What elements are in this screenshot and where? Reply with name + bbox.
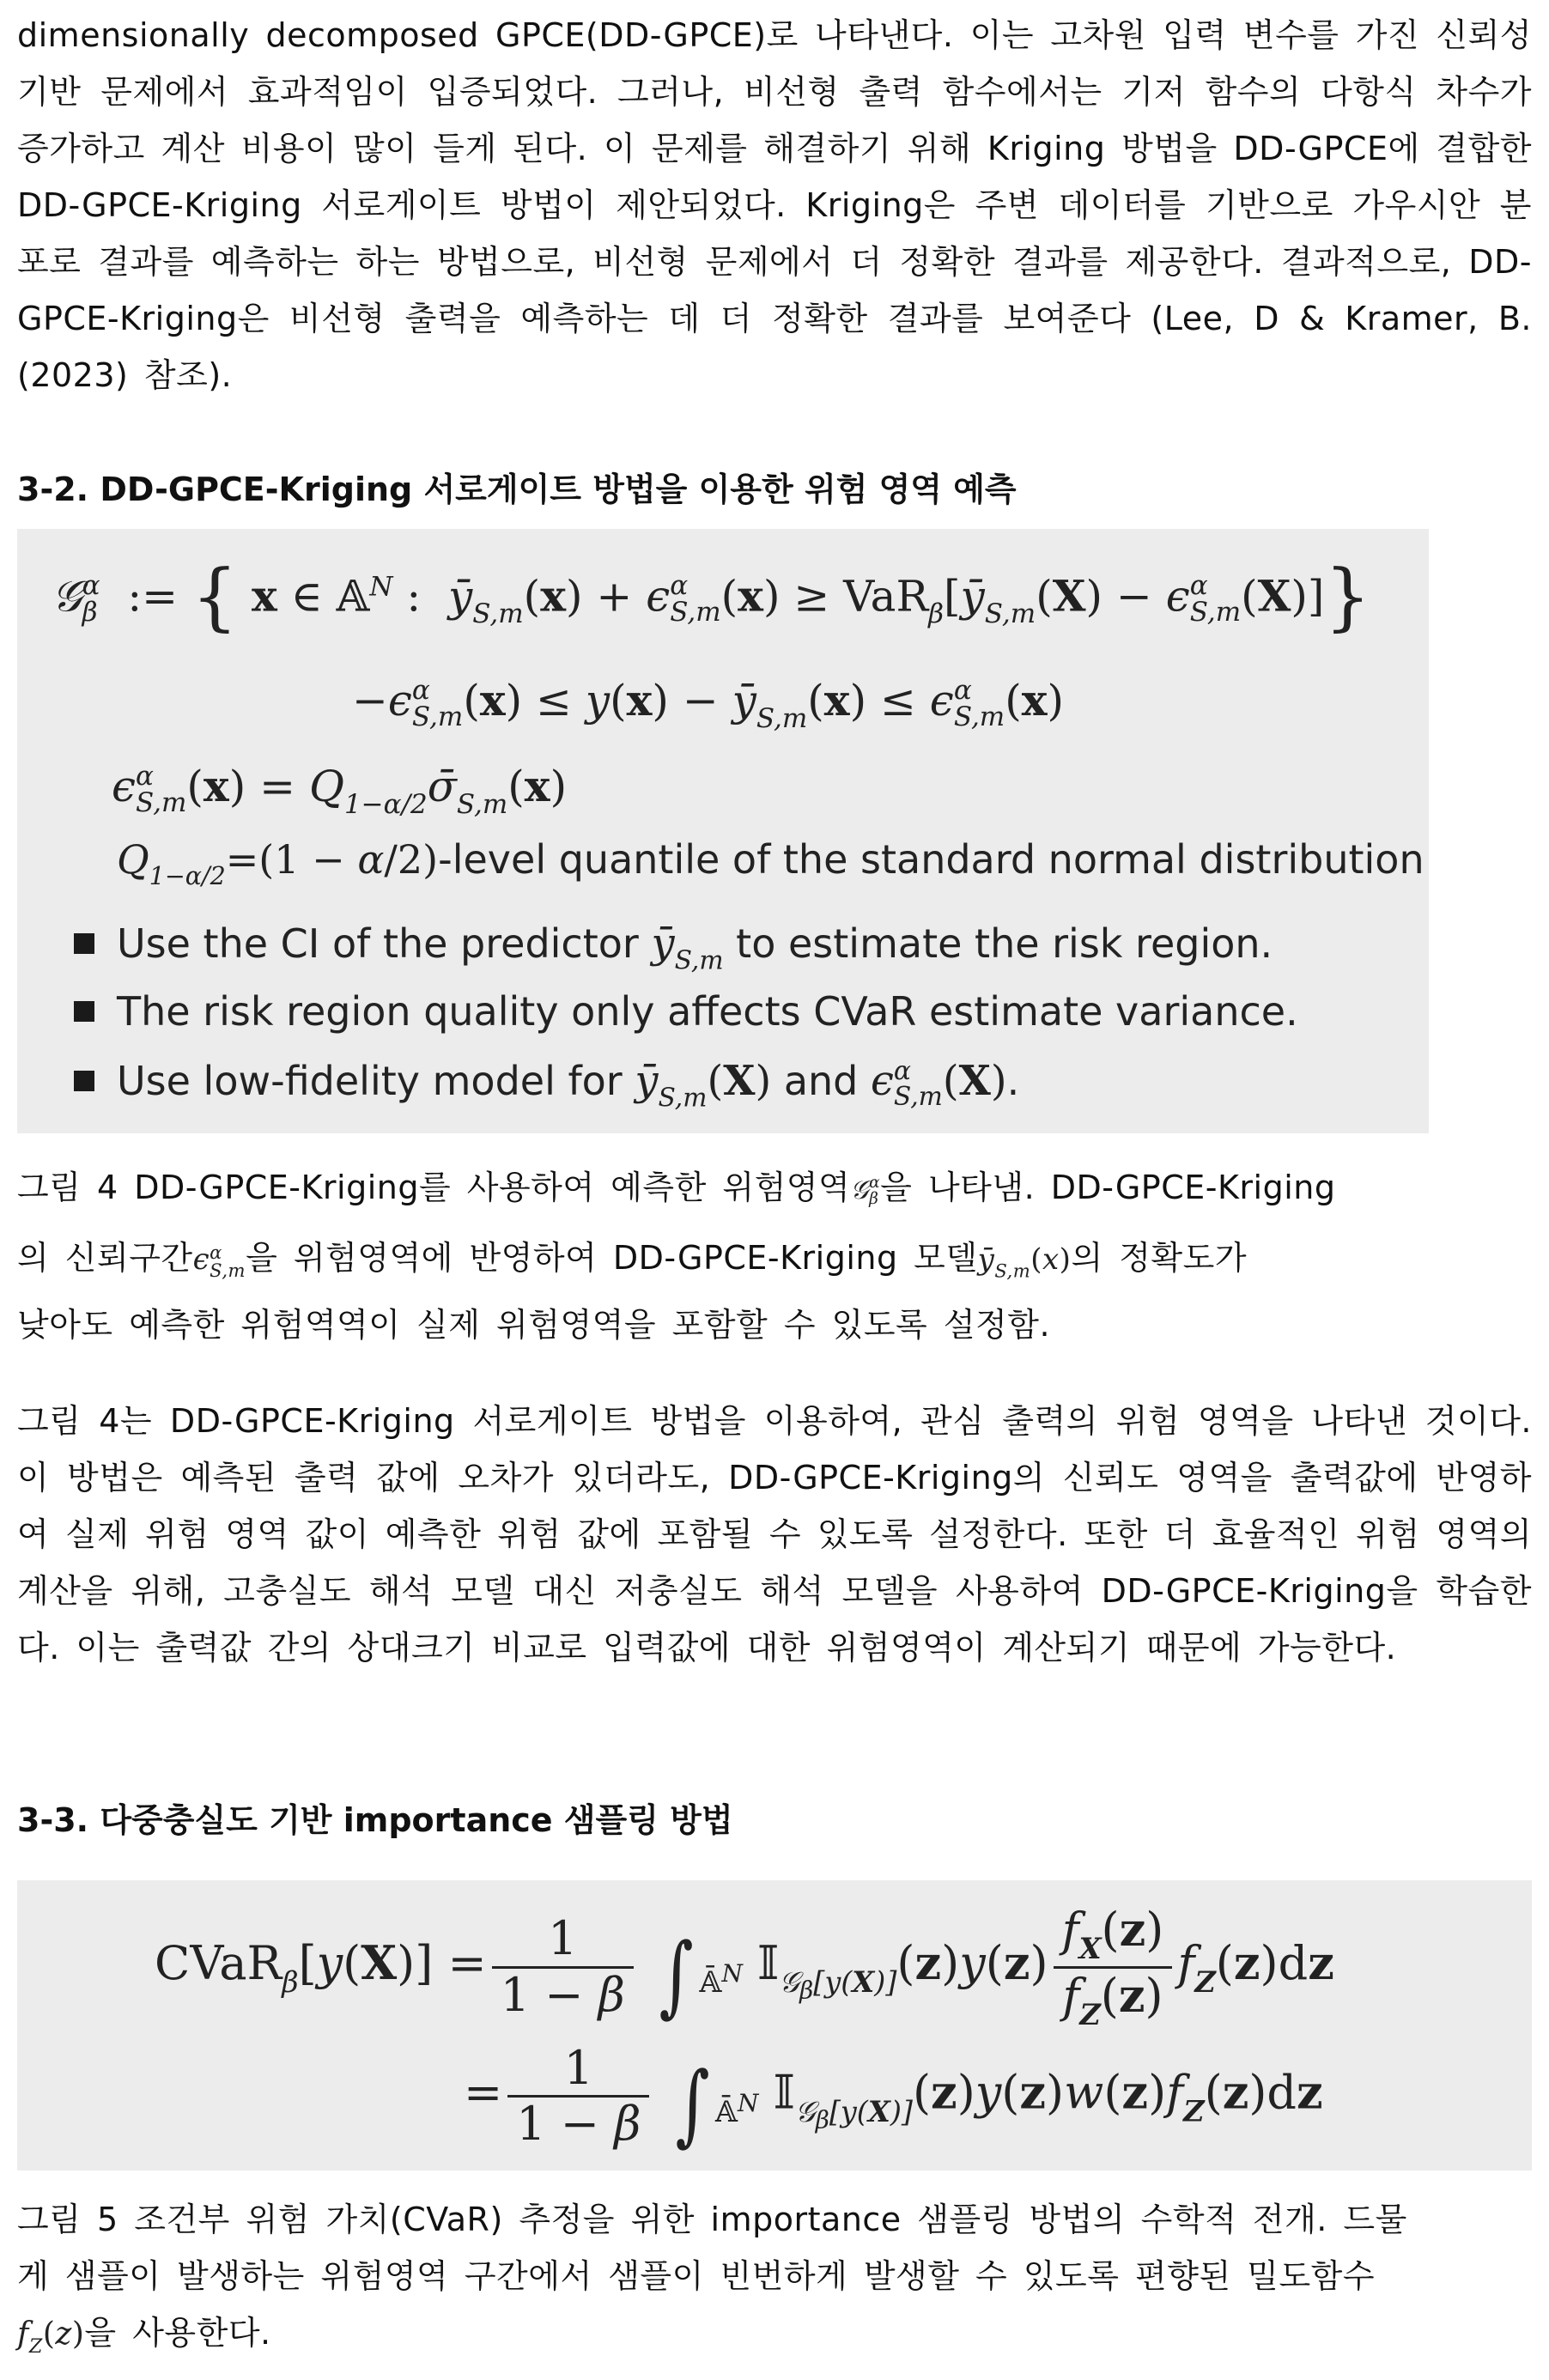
figure-4-caption-line-1: 그림 4 DD-GPCE-Kriging를 사용하여 예측한 위험영역𝒢 α β 을 나타냄. DD-GPCE-Kriging	[17, 1169, 1336, 1208]
bullet-square-icon	[74, 1001, 94, 1022]
epsilon-definition-equation: ϵ α S,m $(x) = Q_{1-\alpha/2}\sigmā_{S,m}(x)$	[112, 761, 568, 820]
risk-region-definition-equation: 𝒢 α β := { x ∈ 𝔸$^N$ : $ȳ_{S,m}(x) + \epsilon$ α S,m $(x) \ge VaR_\beta[ȳ_{S,m}(X) - \epsilon$ α S,m (X)]}	[52, 555, 1371, 640]
quantile-text: -level quantile of the standard normal distribution	[438, 836, 1424, 883]
cvar-equation-line-2: = $\frac{1}{1 - \beta}$ ∫ $_{𝔸̄^N}$ $𝕀_{𝒢_\beta[y(X)]}(z)y(z)w(z)f_Z(z)dz$	[464, 2041, 1323, 2157]
section-heading-3-3: 3-3. 다중충실도 기반 importance 샘플링 방법	[17, 1801, 733, 1839]
confidence-bound-equation: −ϵ α S,m $(x) \le y(x) - ȳ_{S,m}(x) \le \epsilon$ α S,m (x)	[352, 675, 1065, 734]
bullet-square-icon	[74, 1071, 94, 1091]
figure-5-caption-line-1: 그림 5 조건부 위험 가치(CVaR) 추정을 위한 importance 샘플링 방법의 수학적 전개. 드물	[17, 2201, 1407, 2238]
bullet-item-3: Use low-fidelity model for $ȳ_{S,m}(X)$ and ϵ α S,m (X).	[74, 1057, 1019, 1113]
figure-4-caption-line-3: 낮아도 예측한 위험역역이 실제 위험영역을 포함할 수 있도록 설정함.	[17, 1306, 1051, 1344]
cvar-equation-box	[17, 1880, 1532, 2171]
bullet-item-1: Use the CI of the predictor $ȳ_{S,m}$ to estimate the risk region.	[74, 920, 1273, 975]
quantile-definition: $Q_{1-\alpha/2}=(1$ − α/2)-level quantile of the standard normal distribution	[117, 836, 1424, 890]
intro-paragraph: dimensionally decomposed GPCE(DD-GPCE)로 나타낸다. 이는 고차원 입력 변수를 가진 신뢰성 기반 문제에서 효과적임이 입증되었다. 그러나, 비선형 출력 함수에서는 기저 함수의 다항식 차수가 증가하고 계산 비용이 많이 들게 된다. 이 문제를 해결하기 위해 Kriging 방법을 DD-GPCE에 결합한 DD-GPCE-Kriging 서로게이트 방법이 제안되었다. Kriging은 주변 데이터를 기반으로 가우시안 분포로 결과를 예측하는 하는 방법으로, 비선형 문제에서 더 정확한 결과를 제공한다. 결과적으로, DD-GPCE-Kriging은 비선형 출력을 예측하는 데 더 정확한 결과를 보여준다 (Lee, D & Kramer, B. (2023) 참조).	[17, 16, 1532, 394]
figure-5-caption-line-3: $f_Z(z)$을 사용한다.	[17, 2314, 271, 2359]
figure-5-caption-line-2: 게 샘플이 발생하는 위험영역 구간에서 샘플이 빈번하게 발생할 수 있도록 편향된 밀도함수	[17, 2257, 1376, 2295]
bullet-square-icon	[74, 933, 94, 954]
section-3-2-paragraph: 그림 4는 DD-GPCE-Kriging 서로게이트 방법을 이용하여, 관심 출력의 위험 영역을 나타낸 것이다. 이 방법은 예측된 출력 값에 오차가 있더라도, DD-GPCE-Kriging의 신뢰도 영역을 출력값에 반영하여 실제 위험 영역 값이 예측한 위험 값에 포함될 수 있도록 설정한다. 또한 더 효율적인 위험 영역의 계산을 위해, 고충실도 해석 모델 대신 저충실도 해석 모델을 사용하여 DD-GPCE-Kriging을 학습한다. 이는 출력값 간의 상대크기 비교로 입력값에 대한 위험영역이 계산되기 때문에 가능한다.	[17, 1402, 1532, 1667]
bullet-item-2: The risk region quality only affects CVaR estimate variance.	[74, 988, 1298, 1035]
figure-4-caption-line-2: 의 신뢰구간ϵ α S,m 을 위험영역에 반영하여 DD-GPCE-Kriging 모델$ȳ_{S,m}(x)$의 정확도가	[17, 1239, 1248, 1282]
section-heading-3-2: 3-2. DD-GPCE-Kriging 서로게이트 방법을 이용한 위험 영역 예측	[17, 471, 1017, 508]
cvar-equation-line-1: CVaR$_\beta$[y(X)] = $\frac{1}{1 - \beta}$ ∫ $_{𝔸̄^N}$ 𝕀$_{𝒢_\beta[y(X)]}$(z)y(z) $\frac{f_X(z)}{f_Z(z)}$ $f_Z(z)dz$	[155, 1902, 1334, 2031]
risk-region-equation-box	[17, 529, 1429, 1133]
